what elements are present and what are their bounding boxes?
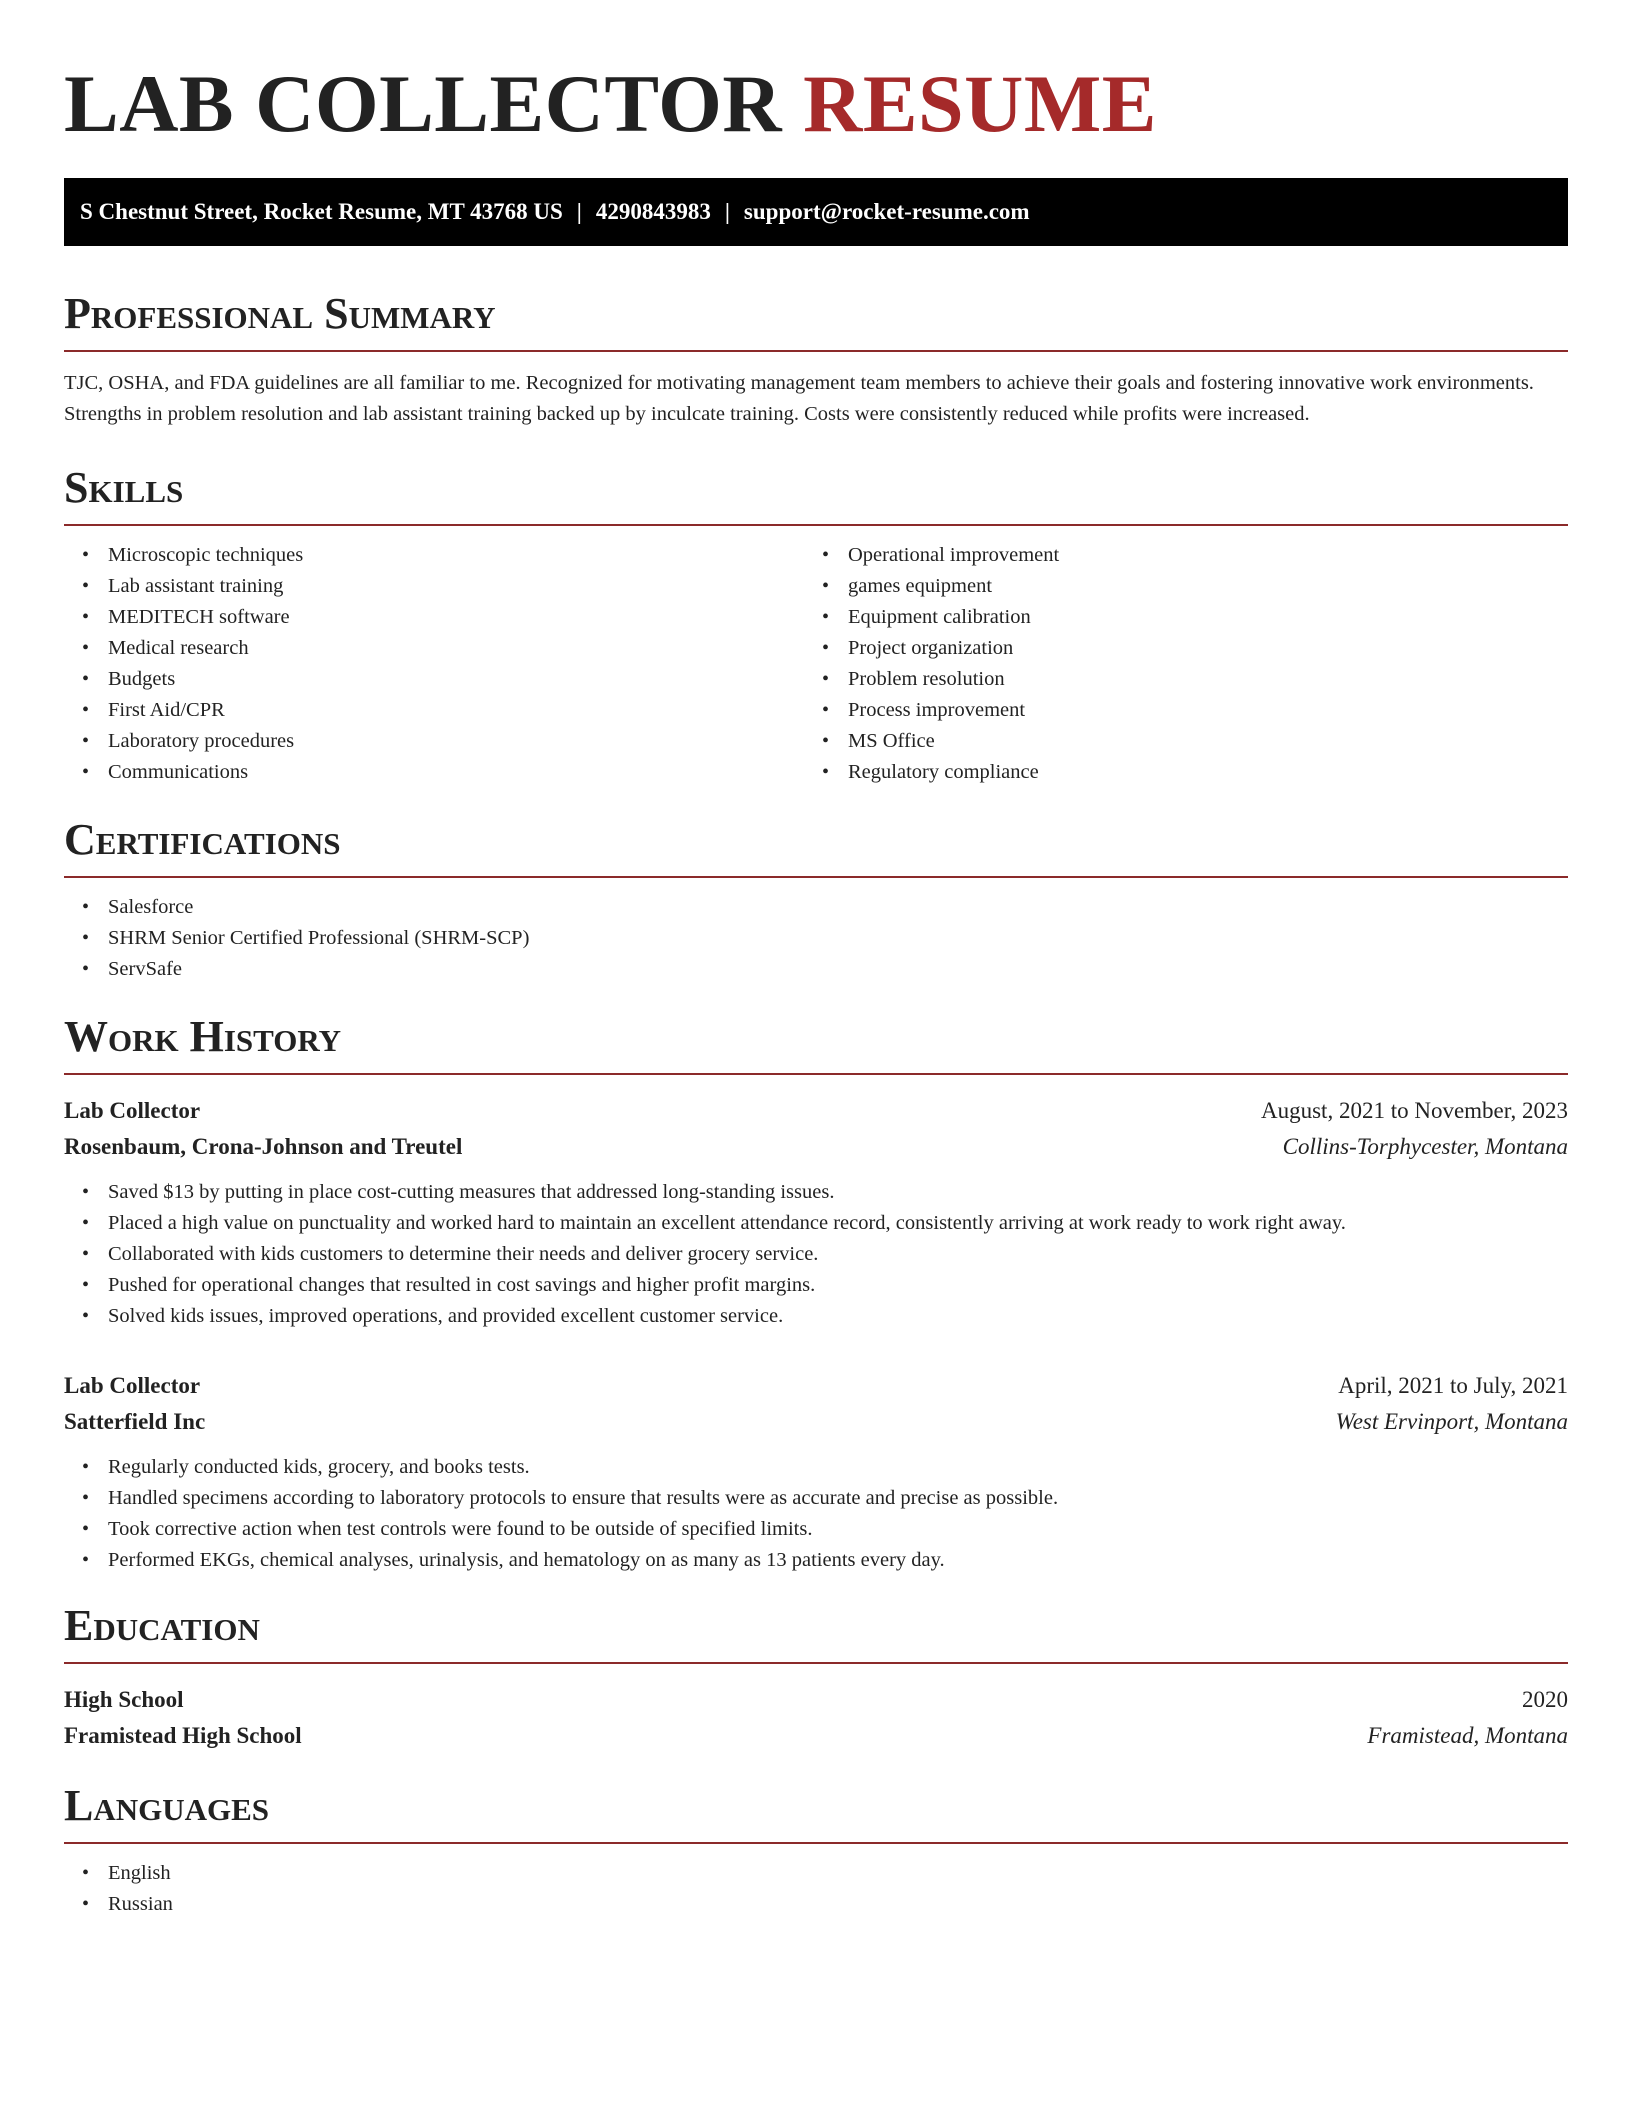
education-section [64,1600,1568,1754]
title-main: LAB COLLECTOR [64,58,783,149]
contact-separator: | [576,199,582,224]
job-company-row [64,1129,1568,1165]
job-location: West Ervinport, Montana [1335,1409,1568,1434]
summary-heading: Professional Summary [64,288,1568,352]
skill-item: • Regulatory compliance [804,757,1544,788]
education-school: Framistead High School [64,1723,302,1748]
job-bullet: • Performed EKGs, chemical analyses, urinalysis, and hematology on as many as 13 patients every day. [64,1545,1568,1576]
education-year: 2020 [1522,1687,1568,1712]
job-title-row [64,1093,1568,1129]
skill-item: • Problem resolution [804,664,1544,695]
job-bullet: • Solved kids issues, improved operations, and provided excellent customer service. [64,1301,1568,1332]
contact-bar [64,178,1568,246]
certifications-heading: Certifications [64,814,1568,878]
education-school-row [64,1718,1568,1754]
language-item: • Russian [64,1889,1568,1920]
job-bullet: • Regularly conducted kids, grocery, and books tests. [64,1452,1568,1483]
skills-list-left [64,540,804,788]
job-entry [64,1368,1568,1576]
skill-item: • Equipment calibration [804,602,1544,633]
certification-item: • Salesforce [64,892,1568,923]
skill-item: • games equipment [804,571,1544,602]
education-location: Framistead, Montana [1367,1723,1568,1748]
languages-list [64,1858,1568,1920]
certification-item: • SHRM Senior Certified Professional (SHRM-SCP) [64,923,1568,954]
skill-item: • Microscopic techniques [64,540,804,571]
skill-item: • Project organization [804,633,1544,664]
job-bullet: • Handled specimens according to laboratory protocols to ensure that results were as accurate and precise as possible. [64,1483,1568,1514]
language-item: • English [64,1858,1568,1889]
resume-title [64,0,1568,152]
contact-email[interactable]: support@rocket-resume.com [743,199,1030,224]
job-bullet: • Collaborated with kids customers to determine their needs and deliver grocery service. [64,1239,1568,1270]
job-dates: August, 2021 to November, 2023 [1261,1098,1568,1123]
skill-item: • Process improvement [804,695,1544,726]
contact-phone[interactable]: 4290843983 [595,199,711,224]
certifications-list [64,892,1568,985]
job-bullets [64,1452,1568,1576]
skills-grid [64,540,1568,788]
job-bullet: • Saved $13 by putting in place cost-cutting measures that addressed long-standing issues. [64,1177,1568,1208]
job-bullet: • Pushed for operational changes that resulted in cost savings and higher profit margins. [64,1270,1568,1301]
job-company: Satterfield Inc [64,1409,206,1434]
skill-item: • Communications [64,757,804,788]
job-bullet: • Took corrective action when test controls were found to be outside of specified limits. [64,1514,1568,1545]
title-accent: RESUME [803,58,1157,149]
job-company: Rosenbaum, Crona-Johnson and Treutel [64,1134,463,1159]
certifications-section [64,814,1568,985]
certification-item: • ServSafe [64,954,1568,985]
education-heading: Education [64,1600,1568,1664]
languages-heading: Languages [64,1780,1568,1844]
summary-section [64,288,1568,430]
contact-separator: | [724,199,730,224]
skills-heading: Skills [64,462,1568,526]
skill-item: • Medical research [64,633,804,664]
skill-item: • Laboratory procedures [64,726,804,757]
work-history-heading: Work History [64,1011,1568,1075]
job-bullets [64,1177,1568,1332]
education-entry [64,1682,1568,1754]
job-title-row [64,1368,1568,1404]
skills-section [64,462,1568,788]
languages-section [64,1780,1568,1920]
job-company-row [64,1404,1568,1440]
job-dates: April, 2021 to July, 2021 [1338,1373,1568,1398]
job-entry [64,1093,1568,1332]
skill-item: • Operational improvement [804,540,1544,571]
contact-address: S Chestnut Street, Rocket Resume, MT 43768 US [80,199,563,224]
work-history-section [64,1011,1568,1576]
skill-item: • Budgets [64,664,804,695]
job-bullet: • Placed a high value on punctuality and worked hard to maintain an excellent attendance record, consistently arriving at work ready to work right away. [64,1208,1568,1239]
education-degree: High School [64,1687,184,1712]
skill-item: • First Aid/CPR [64,695,804,726]
skill-item: • MEDITECH software [64,602,804,633]
skill-item: • MS Office [804,726,1544,757]
education-degree-row [64,1682,1568,1718]
skill-item: • Lab assistant training [64,571,804,602]
job-title: Lab Collector [64,1098,201,1123]
summary-text: TJC, OSHA, and FDA guidelines are all familiar to me. Recognized for motivating management team members to achieve their goals and fostering innovative work environments. Strengths in problem resolution and lab assistant training backed up by inculcate training. Costs were consistently reduced while profits were increased. [64,372,1534,425]
skills-list-right [804,540,1544,788]
job-title: Lab Collector [64,1373,201,1398]
job-location: Collins-Torphycester, Montana [1282,1134,1568,1159]
